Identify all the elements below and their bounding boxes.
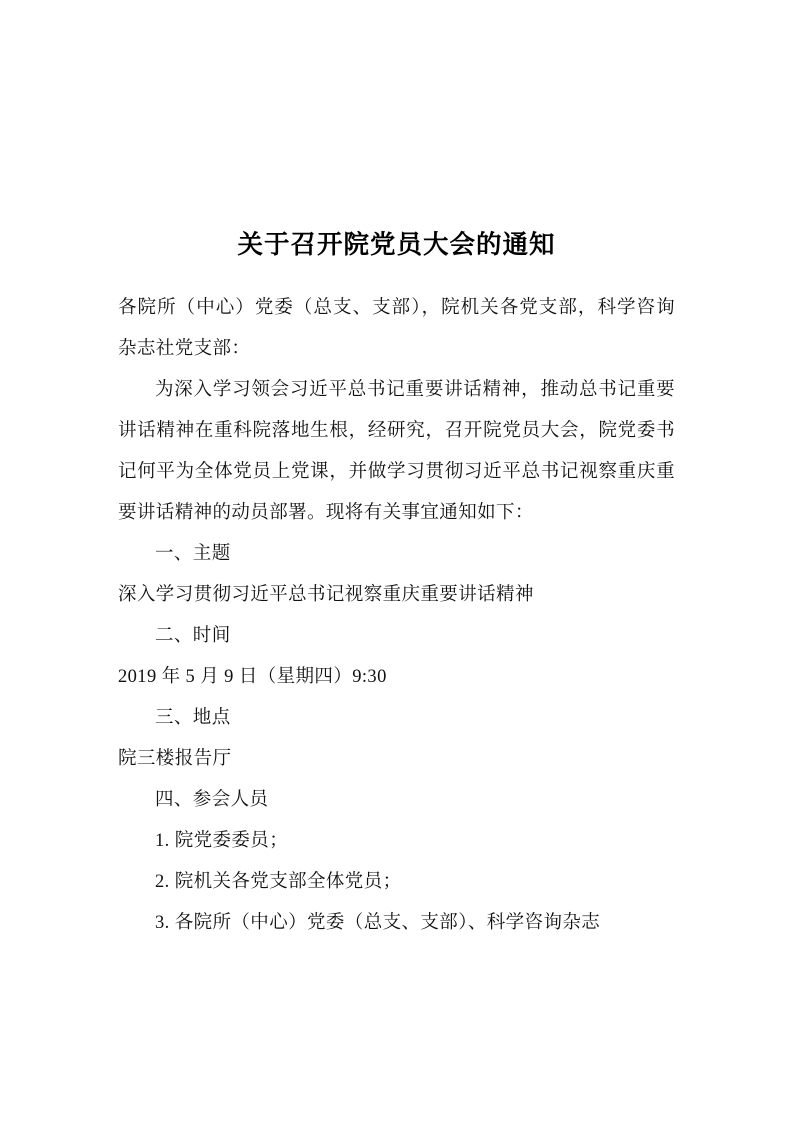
page-title: 关于召开院党员大会的通知 [237,231,556,259]
heading-section-4: 四、参会人员 [155,790,269,811]
heading-section-3: 三、地点 [155,708,231,729]
content-section-3: 院三楼报告厅 [118,749,232,770]
paragraph-recipients: 各院所（中心）党委（总支、支部），院机关各党支部，科学咨询杂志社党支部： [118,298,675,360]
list-item-1: 1. 院党委委员； [155,831,289,852]
list-item-2: 2. 院机关各党支部全体党员； [155,872,402,893]
list-item-3: 3. 各院所（中心）党委（总支、支部）、科学咨询杂志 [155,913,601,934]
paragraph-intro: 为深入学习领会习近平总书记重要讲话精神，推动总书记重要讲话精神在重科院落地生根，经研究，召开院党员大会，院党委书记何平为全体党员上党课，并做学习贯彻习近平总书记视察重庆重要讲话精神的动员部署。现将有关事宜通知如下： [118,380,675,524]
heading-section-2: 二、时间 [155,626,231,647]
heading-section-1: 一、主题 [155,544,231,565]
content-section-2: 2019 年 5 月 9 日（星期四）9:30 [118,667,387,688]
content-section-1: 深入学习贯彻习近平总书记视察重庆重要讲话精神 [118,585,534,606]
document-body [118,288,675,944]
